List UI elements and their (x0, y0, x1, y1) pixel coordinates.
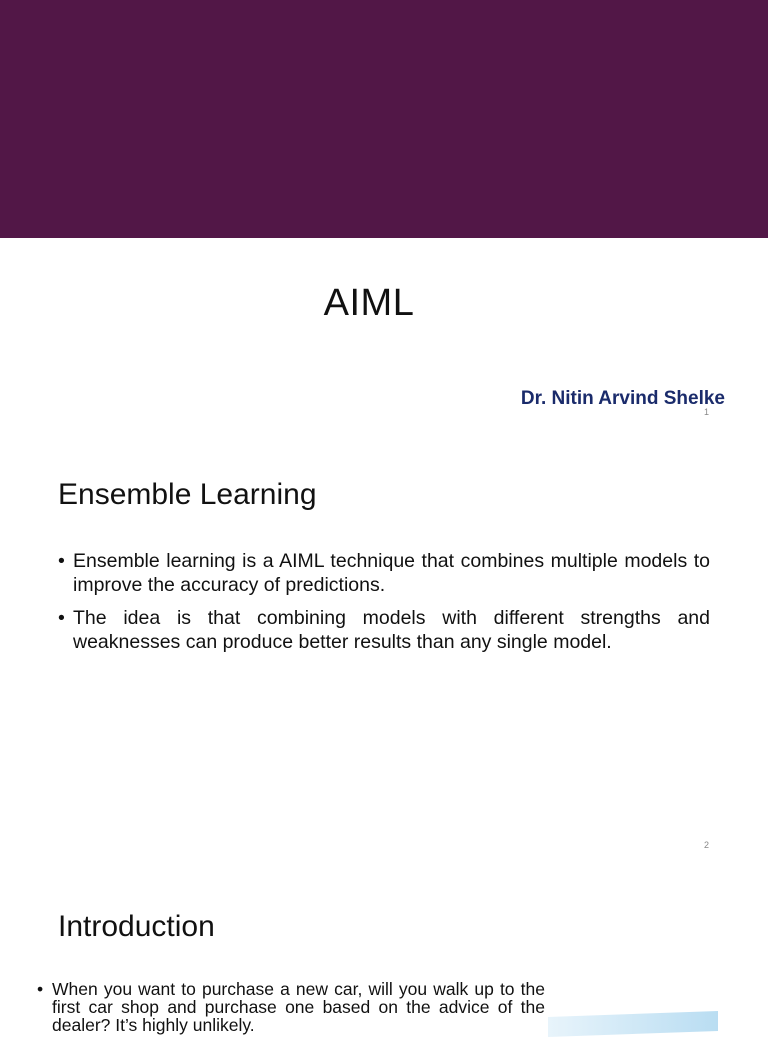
slide-1 (0, 0, 768, 432)
presentation-title: AIML (323, 282, 415, 324)
car-image-fragment (548, 1011, 718, 1037)
slide-number: 1 (704, 407, 710, 417)
title-banner (0, 0, 768, 238)
author-name: Dr. Nitin Arvind Shelke (520, 388, 725, 409)
bullet-item: • The idea is that combining models with different strengths and weaknesses can produce better results than any single model. (58, 606, 710, 654)
bullet-list (37, 980, 545, 1034)
bullet-list (58, 549, 710, 663)
slide-title: Ensemble Learning (58, 478, 317, 511)
slide-3 (0, 864, 768, 1035)
slide-number: 2 (704, 840, 710, 850)
slide-2 (0, 432, 768, 864)
bullet-item: • When you want to purchase a new car, will you walk up to the first car shop and purchase one based on the advice of the dealer? It’s highly unlikely. (37, 980, 545, 1034)
bullet-item: • Ensemble learning is a AIML technique that combines multiple models to improve the accuracy of predictions. (58, 549, 710, 597)
slide-title: Introduction (58, 910, 215, 943)
